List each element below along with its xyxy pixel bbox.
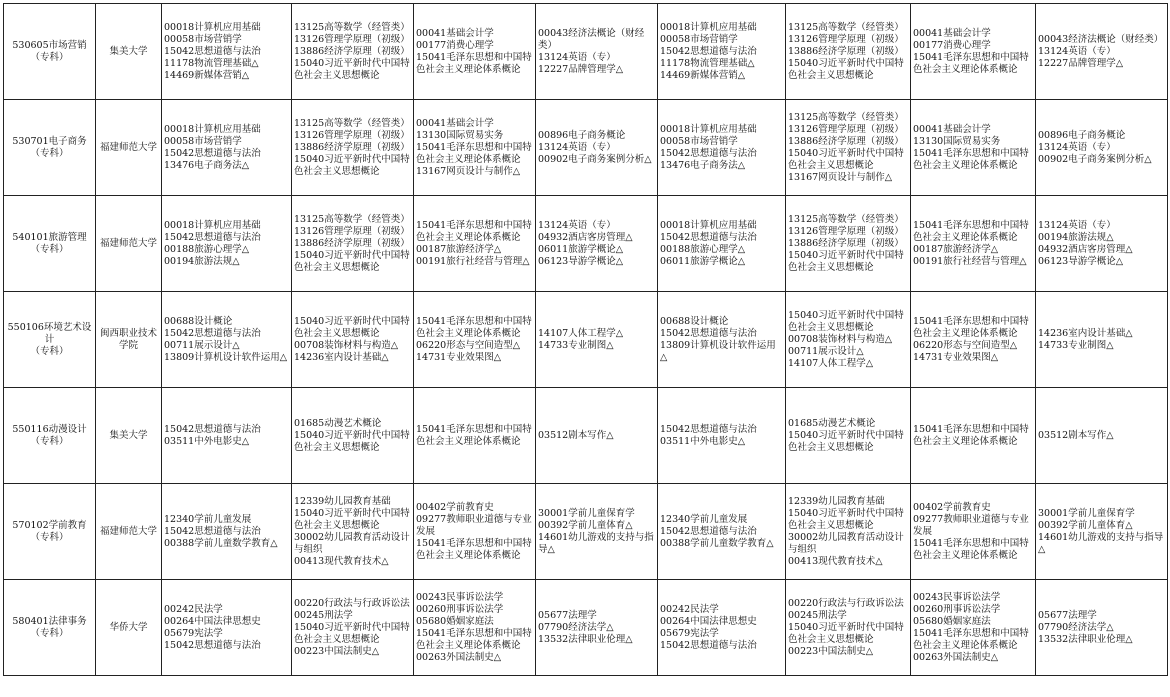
course-list-cell: 00220行政法与行政诉讼法 00245刑法学 15040习近平新时代中国特色社会主义思想概论 00223中国法制史△ <box>292 580 414 676</box>
course-list-cell: 00242民法学 00264中国法律思想史 05679宪法学 15042思想道德与法治 <box>162 580 292 676</box>
course-list-cell: 00018计算机应用基础 00058市场营销学 15042思想道德与法治 13476电子商务法△ <box>162 100 292 196</box>
school-cell: 福建师范大学 <box>96 100 162 196</box>
course-list-cell: 00688设计概论 15042思想道德与法治 13809计算机设计软件运用△ <box>658 292 786 388</box>
course-list-cell: 00688设计概论 15042思想道德与法治 00711展示设计△ 13809计算机设计软件运用△ <box>162 292 292 388</box>
table-row <box>4 4 1168 100</box>
course-list-cell: 05677法理学 07790经济法学△ 13532法律职业伦理△ <box>536 580 658 676</box>
course-list-cell: 13125高等数学（经管类） 13126管理学原理（初级） 13886经济学原理（初级） 15040习近平新时代中国特色社会主义思想概论 <box>292 100 414 196</box>
course-list-cell: 00043经济法概论（财经类） 13124英语（专） 12227品牌管理学△ <box>1036 4 1168 100</box>
course-list-cell: 15041毛泽东思想和中国特色社会主义理论体系概论 <box>911 388 1036 484</box>
course-list-cell: 12340学前儿童发展 15042思想道德与法治 00388学前儿童数学教育△ <box>658 484 786 580</box>
course-list-cell: 15041毛泽东思想和中国特色社会主义理论体系概论 <box>414 388 536 484</box>
school-cell: 集美大学 <box>96 4 162 100</box>
course-list-cell: 00896电子商务概论 13124英语（专） 00902电子商务案例分析△ <box>536 100 658 196</box>
course-list-cell: 00220行政法与行政诉讼法 00245刑法学 15040习近平新时代中国特色社会主义思想概论 00223中国法制史△ <box>786 580 911 676</box>
course-list-cell: 00018计算机应用基础 15042思想道德与法治 00188旅游心理学△ 06011旅游学概论△ <box>658 196 786 292</box>
course-list-cell: 00243民事诉讼法学 00260刑事诉讼法学 05680婚姻家庭法 15041毛泽东思想和中国特色社会主义理论体系概论 00263外国法制史△ <box>911 580 1036 676</box>
course-list-cell: 00018计算机应用基础 00058市场营销学 15042思想道德与法治 11178物流管理基础△ 14469新媒体营销△ <box>162 4 292 100</box>
major-cell: 550116动漫设计 （专科） <box>4 388 96 484</box>
major-cell: 530701电子商务 （专科） <box>4 100 96 196</box>
table-row <box>4 580 1168 676</box>
course-list-cell: 14107人体工程学△ 14733专业制图△ <box>536 292 658 388</box>
course-list-cell: 13125高等数学（经管类） 13126管理学原理（初级） 13886经济学原理（初级） 15040习近平新时代中国特色社会主义思想概论 <box>786 4 911 100</box>
table-body <box>4 4 1168 676</box>
course-list-cell: 15041毛泽东思想和中国特色社会主义理论体系概论 06220形态与空间造型△ 14731专业效果图△ <box>911 292 1036 388</box>
exam-schedule-table <box>3 3 1168 676</box>
school-cell: 集美大学 <box>96 388 162 484</box>
major-cell: 550106环境艺术设计 （专科） <box>4 292 96 388</box>
course-list-cell: 00242民法学 00264中国法律思想史 05679宪法学 15042思想道德与法治 <box>658 580 786 676</box>
course-list-cell: 13125高等数学（经管类） 13126管理学原理（初级） 13886经济学原理（初级） 15040习近平新时代中国特色社会主义思想概论 <box>292 4 414 100</box>
course-list-cell: 03512剧本写作△ <box>1036 388 1168 484</box>
course-list-cell: 13125高等数学（经管类） 13126管理学原理（初级） 13886经济学原理（初级） 15040习近平新时代中国特色社会主义思想概论 <box>292 196 414 292</box>
course-list-cell: 15040习近平新时代中国特色社会主义思想概论 00708装饰材料与构造△ 00711展示设计△ 14107人体工程学△ <box>786 292 911 388</box>
course-list-cell: 30001学前儿童保育学 00392学前儿童体育△ 14601幼儿游戏的支持与指导△ <box>1036 484 1168 580</box>
course-list-cell: 00041基础会计学 00177消费心理学 15041毛泽东思想和中国特色社会主义理论体系概论 <box>911 4 1036 100</box>
table-row <box>4 196 1168 292</box>
major-cell: 570102学前教育 （专科） <box>4 484 96 580</box>
course-list-cell: 15040习近平新时代中国特色社会主义思想概论 00708装饰材料与构造△ 14236室内设计基础△ <box>292 292 414 388</box>
course-list-cell: 00896电子商务概论 13124英语（专） 00902电子商务案例分析△ <box>1036 100 1168 196</box>
course-list-cell: 12339幼儿园教育基础 15040习近平新时代中国特色社会主义思想概论 30002幼儿园教育活动设计与组织 00413现代教育技术△ <box>786 484 911 580</box>
course-list-cell: 13125高等数学（经管类） 13126管理学原理（初级） 13886经济学原理（初级） 15040习近平新时代中国特色社会主义思想概论 13167网页设计与制作△ <box>786 100 911 196</box>
course-list-cell: 00018计算机应用基础 00058市场营销学 15042思想道德与法治 13476电子商务法△ <box>658 100 786 196</box>
school-cell: 福建师范大学 <box>96 196 162 292</box>
course-list-cell: 00043经济法概论（财经类） 13124英语（专） 12227品牌管理学△ <box>536 4 658 100</box>
course-list-cell: 15041毛泽东思想和中国特色社会主义理论体系概论 06220形态与空间造型△ 14731专业效果图△ <box>414 292 536 388</box>
course-list-cell: 12340学前儿童发展 15042思想道德与法治 00388学前儿童数学教育△ <box>162 484 292 580</box>
course-list-cell: 00041基础会计学 13130国际贸易实务 15041毛泽东思想和中国特色社会主义理论体系概论 <box>911 100 1036 196</box>
course-list-cell: 15041毛泽东思想和中国特色社会主义理论体系概论 00187旅游经济学△ 00191旅行社经营与管理△ <box>414 196 536 292</box>
major-cell: 540101旅游管理 （专科） <box>4 196 96 292</box>
table-row <box>4 292 1168 388</box>
course-list-cell: 01685动漫艺术概论 15040习近平新时代中国特色社会主义思想概论 <box>292 388 414 484</box>
course-list-cell: 00041基础会计学 13130国际贸易实务 15041毛泽东思想和中国特色社会主义理论体系概论 13167网页设计与制作△ <box>414 100 536 196</box>
course-list-cell: 15041毛泽东思想和中国特色社会主义理论体系概论 00187旅游经济学△ 00191旅行社经营与管理△ <box>911 196 1036 292</box>
course-list-cell: 03512剧本写作△ <box>536 388 658 484</box>
course-list-cell: 13124英语（专） 04932酒店客房管理△ 06011旅游学概论△ 06123导游学概论△ <box>536 196 658 292</box>
major-cell: 530605市场营销 （专科） <box>4 4 96 100</box>
course-list-cell: 05677法理学 07790经济法学△ 13532法律职业伦理△ <box>1036 580 1168 676</box>
course-list-cell: 00402学前教育史 09277教师职业道德与专业发展 15041毛泽东思想和中国特色社会主义理论体系概论 <box>414 484 536 580</box>
table-row <box>4 484 1168 580</box>
course-list-cell: 15042思想道德与法治 03511中外电影史△ <box>162 388 292 484</box>
course-list-cell: 01685动漫艺术概论 15040习近平新时代中国特色社会主义思想概论 <box>786 388 911 484</box>
major-cell: 580401法律事务 （专科） <box>4 580 96 676</box>
course-list-cell: 00018计算机应用基础 15042思想道德与法治 00188旅游心理学△ 00194旅游法规△ <box>162 196 292 292</box>
school-cell: 华侨大学 <box>96 580 162 676</box>
table-row <box>4 100 1168 196</box>
course-list-cell: 15042思想道德与法治 03511中外电影史△ <box>658 388 786 484</box>
course-list-cell: 12339幼儿园教育基础 15040习近平新时代中国特色社会主义思想概论 30002幼儿园教育活动设计与组织 00413现代教育技术△ <box>292 484 414 580</box>
table-row <box>4 388 1168 484</box>
course-list-cell: 30001学前儿童保育学 00392学前儿童体育△ 14601幼儿游戏的支持与指导△ <box>536 484 658 580</box>
course-list-cell: 14236室内设计基础△ 14733专业制图△ <box>1036 292 1168 388</box>
school-cell: 闽西职业技术学院 <box>96 292 162 388</box>
course-list-cell: 13125高等数学（经管类） 13126管理学原理（初级） 13886经济学原理（初级） 15040习近平新时代中国特色社会主义思想概论 <box>786 196 911 292</box>
course-list-cell: 00243民事诉讼法学 00260刑事诉讼法学 05680婚姻家庭法 15041毛泽东思想和中国特色社会主义理论体系概论 00263外国法制史△ <box>414 580 536 676</box>
course-list-cell: 00402学前教育史 09277教师职业道德与专业发展 15041毛泽东思想和中国特色社会主义理论体系概论 <box>911 484 1036 580</box>
school-cell: 福建师范大学 <box>96 484 162 580</box>
course-list-cell: 00018计算机应用基础 00058市场营销学 15042思想道德与法治 11178物流管理基础△ 14469新媒体营销△ <box>658 4 786 100</box>
course-list-cell: 13124英语（专） 00194旅游法规△ 04932酒店客房管理△ 06123导游学概论△ <box>1036 196 1168 292</box>
course-list-cell: 00041基础会计学 00177消费心理学 15041毛泽东思想和中国特色社会主义理论体系概论 <box>414 4 536 100</box>
